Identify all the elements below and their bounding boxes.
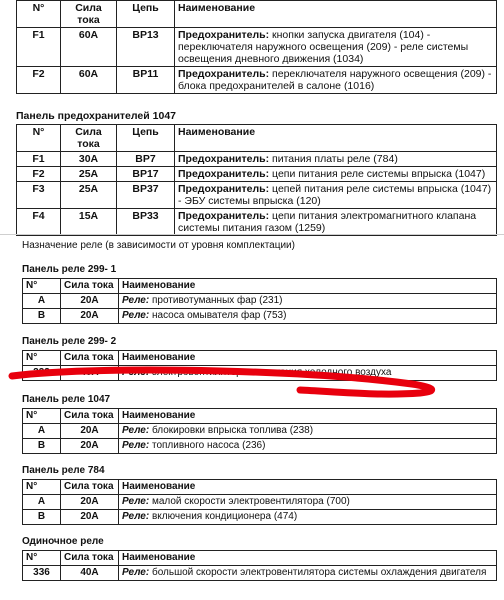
cell-description: [175, 28, 497, 67]
cell-description: [175, 209, 497, 236]
desc-prefix: Реле:: [122, 511, 150, 522]
col-header-name: Наименование: [119, 351, 497, 366]
cell-num: 233: [23, 366, 61, 381]
desc-text: насоса омывателя фар (753): [149, 310, 287, 321]
desc-prefix: Предохранитель:: [178, 210, 270, 222]
col-header-amp: Сила тока: [61, 279, 119, 294]
cell-amp: 20A: [61, 510, 119, 525]
section-title-relay-299-1: Панель реле 299- 1: [22, 264, 117, 275]
table-row: [17, 28, 497, 67]
desc-prefix: Реле:: [122, 496, 150, 507]
table-header-row: [23, 409, 497, 424]
desc-prefix: Предохранитель:: [178, 183, 270, 195]
section-title-relay-299-2: Панель реле 299- 2: [22, 336, 117, 347]
cell-description: [175, 152, 497, 167]
cell-amp: 20A: [61, 495, 119, 510]
col-header-name: Наименование: [175, 125, 497, 152]
table-row: [17, 152, 497, 167]
col-header-amp: Сила тока: [61, 1, 117, 28]
cell-num: F3: [17, 182, 61, 209]
relay-table-single: [22, 550, 497, 581]
col-header-amp: Сила тока: [61, 480, 119, 495]
col-header-chain: Цепь: [117, 125, 175, 152]
col-header-num: N°: [23, 480, 61, 495]
section-title-relay-1047: Панель реле 1047: [22, 394, 111, 405]
cell-amp: 60A: [61, 67, 117, 94]
col-header-num: N°: [23, 551, 61, 566]
cell-num: B: [23, 439, 61, 454]
cell-amp: 20A: [61, 309, 119, 324]
desc-prefix: Реле:: [122, 310, 150, 321]
section-divider: [0, 234, 504, 235]
cell-description: [119, 439, 497, 454]
table-row: [17, 67, 497, 94]
relay-table-784: [22, 479, 497, 525]
fuse-table-1047: [16, 124, 497, 236]
col-header-name: Наименование: [119, 480, 497, 495]
col-header-name: Наименование: [119, 409, 497, 424]
col-header-num: N°: [17, 1, 61, 28]
cell-amp: 60A: [61, 28, 117, 67]
table-row: [23, 510, 497, 525]
cell-amp: 40A: [61, 566, 119, 581]
col-header-amp: Сила тока: [61, 551, 119, 566]
table-row: [23, 439, 497, 454]
col-header-name: Наименование: [119, 279, 497, 294]
table-row: [17, 209, 497, 236]
desc-text: цепей питания реле системы впрыска (1047) - ЭБУ системы впрыска (120): [178, 183, 492, 207]
desc-text: питания платы реле (784): [269, 153, 398, 165]
desc-text: большой скорости электровентилятора системы охлаждения двигателя: [149, 567, 487, 578]
desc-prefix: Реле:: [122, 367, 150, 378]
desc-prefix: Реле:: [122, 425, 150, 436]
cell-description: [175, 182, 497, 209]
col-header-name: Наименование: [119, 551, 497, 566]
table-row: [23, 566, 497, 581]
col-header-num: N°: [17, 125, 61, 152]
cell-chain: BP37: [117, 182, 175, 209]
desc-text: электровентилятора нагнетания холодного воздуха: [149, 367, 392, 378]
table-row: [23, 294, 497, 309]
cell-amp: 20A: [61, 439, 119, 454]
cell-chain: BP11: [117, 67, 175, 94]
cell-num: A: [23, 495, 61, 510]
table-row: [23, 495, 497, 510]
cell-chain: BP33: [117, 209, 175, 236]
table-header-row: [23, 279, 497, 294]
cell-chain: BP7: [117, 152, 175, 167]
table-row: [17, 167, 497, 182]
desc-text: малой скорости электровентилятора (700): [149, 496, 350, 507]
cell-amp: 20A: [61, 424, 119, 439]
desc-prefix: Реле:: [122, 295, 150, 306]
desc-text: включения кондиционера (474): [149, 511, 298, 522]
cell-num: B: [23, 309, 61, 324]
cell-amp: 15A: [61, 209, 117, 236]
col-header-num: N°: [23, 351, 61, 366]
desc-text: противотуманных фар (231): [149, 295, 283, 306]
cell-num: A: [23, 424, 61, 439]
cell-description: [119, 566, 497, 581]
col-header-num: N°: [23, 409, 61, 424]
col-header-num: N°: [23, 279, 61, 294]
fuse-table-top: [16, 0, 497, 94]
cell-description: [175, 167, 497, 182]
cell-description: [175, 67, 497, 94]
desc-text: кнопки запуска двигателя (104) - переключателя наружного освещения (209) - реле системы освещения дневного движения (1034): [178, 29, 469, 65]
cell-description: [119, 309, 497, 324]
cell-num: B: [23, 510, 61, 525]
table-row: [17, 182, 497, 209]
cell-amp: 40A: [61, 366, 119, 381]
cell-num: A: [23, 294, 61, 309]
desc-prefix: Реле:: [122, 440, 150, 451]
cell-num: 336: [23, 566, 61, 581]
red-highlight-stroke-path: [12, 370, 432, 394]
col-header-amp: Сила тока: [61, 409, 119, 424]
desc-prefix: Предохранитель:: [178, 168, 270, 180]
cell-description: [119, 424, 497, 439]
table-row: [23, 424, 497, 439]
cell-description: [119, 495, 497, 510]
cell-num: F1: [17, 152, 61, 167]
cell-amp: 20A: [61, 294, 119, 309]
red-highlight-stroke: [0, 360, 504, 410]
cell-num: F4: [17, 209, 61, 236]
desc-text: блокировки впрыска топлива (238): [149, 425, 314, 436]
relay-table-1047: [22, 408, 497, 454]
cell-amp: 30A: [61, 152, 117, 167]
table-row: [23, 309, 497, 324]
col-header-amp: Сила тока: [61, 125, 117, 152]
section-title-fuse-panel-1047: Панель предохранителей 1047: [16, 110, 176, 122]
desc-prefix: Реле:: [122, 567, 150, 578]
section-title-single-relay: Одиночное реле: [22, 536, 104, 547]
table-header-row: [23, 551, 497, 566]
cell-num: F1: [17, 28, 61, 67]
desc-prefix: Предохранитель:: [178, 68, 270, 80]
desc-text: цепи питания электромагнитного клапана системы питания газом (1259): [178, 210, 477, 234]
relay-table-299-1: [22, 278, 497, 324]
col-header-chain: Цепь: [117, 1, 175, 28]
table-header-row: [17, 1, 497, 28]
cell-description: [119, 510, 497, 525]
cell-chain: BP13: [117, 28, 175, 67]
cell-chain: BP17: [117, 167, 175, 182]
section-title-relay-784: Панель реле 784: [22, 465, 105, 476]
desc-prefix: Предохранитель:: [178, 29, 270, 41]
cell-amp: 25A: [61, 167, 117, 182]
desc-text: цепи питания реле системы впрыска (1047): [269, 168, 486, 180]
col-header-name: Наименование: [175, 1, 497, 28]
cell-amp: 25A: [61, 182, 117, 209]
col-header-amp: Сила тока: [61, 351, 119, 366]
desc-text: переключателя наружного освещения (209) - блока предохранителей в салоне (1016): [178, 68, 492, 92]
cell-num: F2: [17, 67, 61, 94]
relay-purpose-note: Назначение реле (в зависимости от уровня комплектации): [22, 240, 295, 251]
cell-num: F2: [17, 167, 61, 182]
table-header-row: [23, 480, 497, 495]
table-header-row: [17, 125, 497, 152]
desc-prefix: Предохранитель:: [178, 153, 270, 165]
cell-description: [119, 294, 497, 309]
desc-text: топливного насоса (236): [149, 440, 266, 451]
